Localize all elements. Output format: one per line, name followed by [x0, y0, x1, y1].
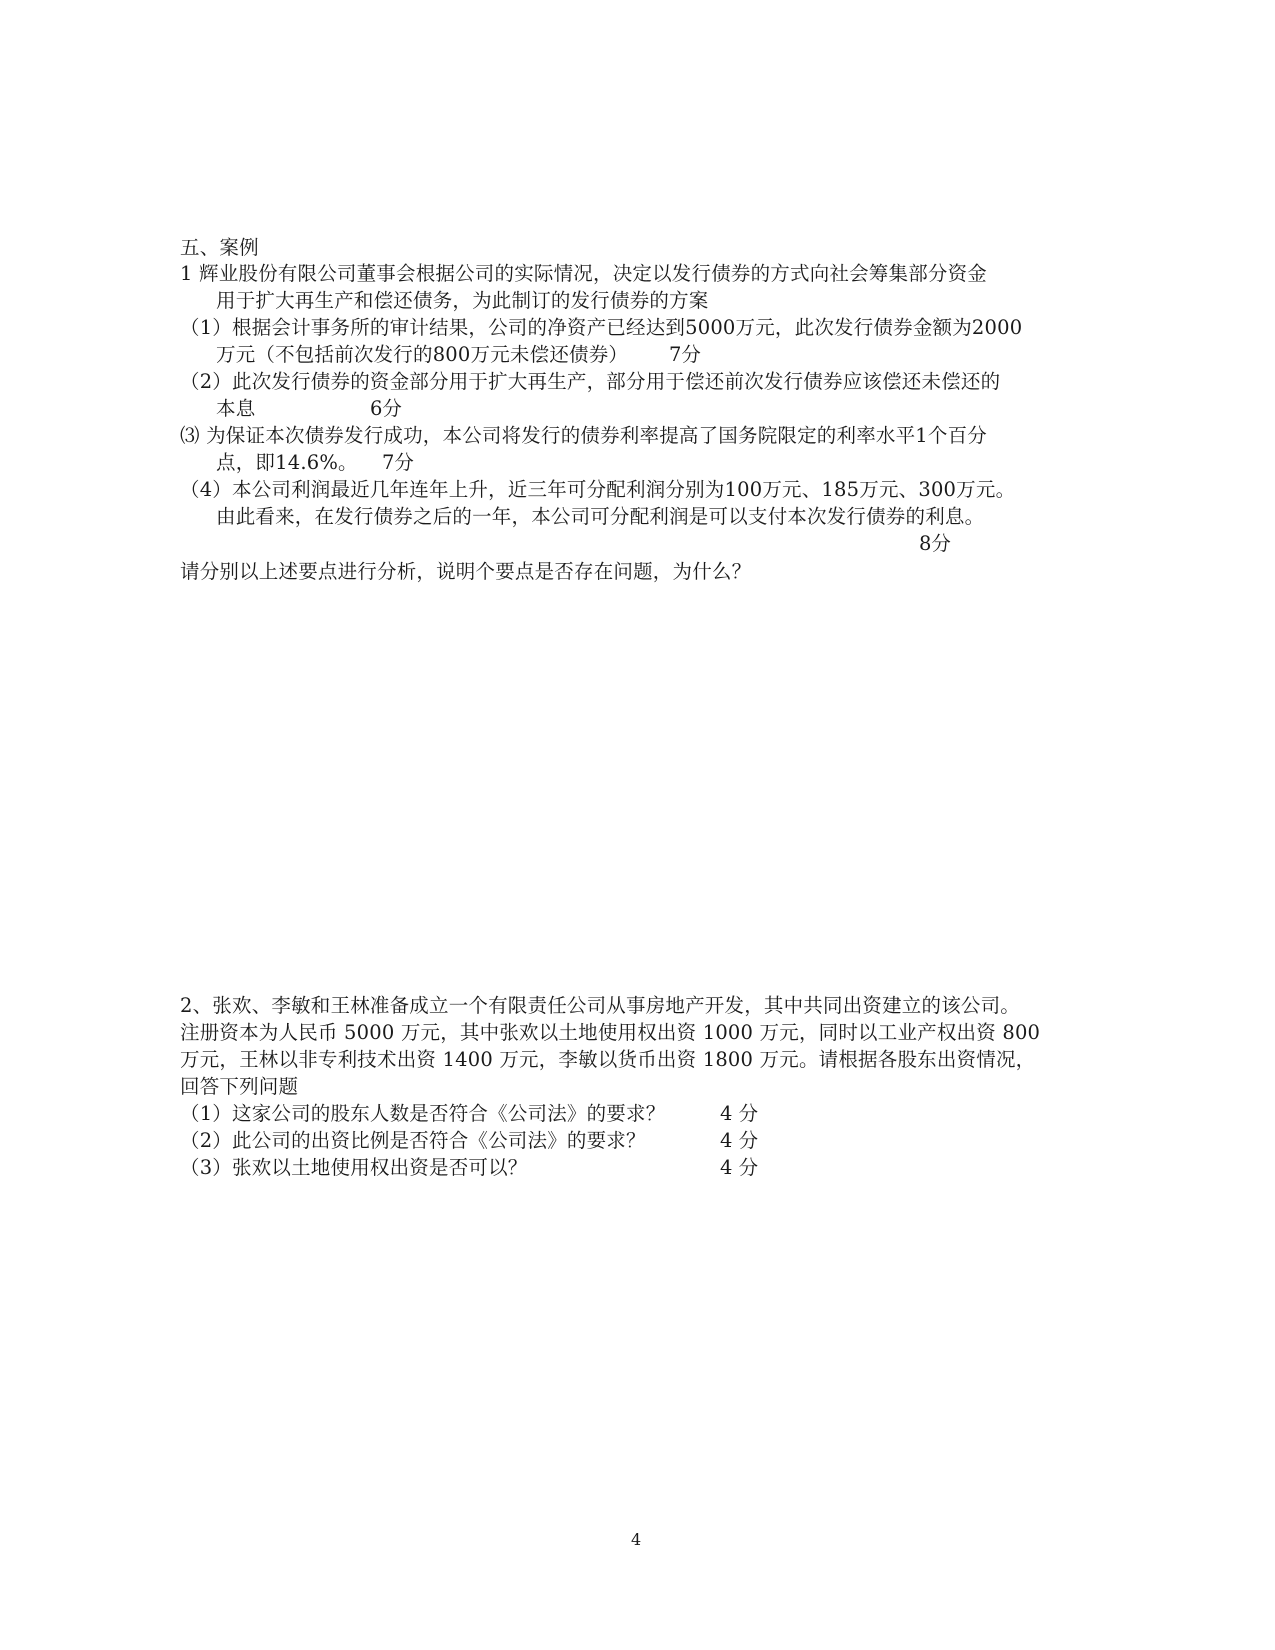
page-number: 4 — [631, 1530, 642, 1549]
case1-item3-line2: 点，即14.6%。 — [216, 451, 358, 474]
case2-question-2-points: 4 分 — [720, 1129, 759, 1152]
case1-item4-line1: （4）本公司利润最近几年连年上升，近三年可分配利润分别为100万元、185万元、300万元。 — [180, 478, 1016, 501]
section-heading: 五、案例 — [180, 236, 259, 259]
case1-question: 请分别以上述要点进行分析，说明个要点是否存在问题，为什么？ — [180, 560, 752, 583]
case2-question-3-points: 4 分 — [720, 1156, 759, 1179]
case1-item1-points: 7分 — [669, 343, 701, 366]
case2-intro-line1: 2、张欢、李敏和王林准备成立一个有限责任公司从事房地产开发，其中共同出资建立的该公司。 — [180, 994, 1021, 1017]
case1-item2-points: 6分 — [370, 397, 402, 420]
case2-question-2: （2）此公司的出资比例是否符合《公司法》的要求？ — [180, 1129, 646, 1152]
case2-intro-line4: 回答下列问题 — [180, 1075, 299, 1098]
case2-question-1: （1）这家公司的股东人数是否符合《公司法》的要求？ — [180, 1102, 666, 1125]
case1-item2-line2: 本息 — [216, 397, 256, 420]
case2-intro-line3: 万元，王林以非专利技术出资 1400 万元，李敏以货币出资 1800 万元。请根据各股东出资情况， — [180, 1048, 1036, 1071]
case1-item3-line1: ⑶ 为保证本次债券发行成功，本公司将发行的债券利率提高了国务院限定的利率水平1个百分 — [180, 424, 988, 447]
case2-intro-line2: 注册资本为人民币 5000 万元，其中张欢以土地使用权出资 1000 万元，同时以工业产权出资 800 — [180, 1021, 1041, 1044]
case1-item4-line2: 由此看来，在发行债券之后的一年，本公司可分配利润是可以支付本次发行债券的利息。 — [216, 505, 985, 528]
case1-item3-points: 7分 — [382, 451, 414, 474]
case1-item2-line1: （2）此次发行债券的资金部分用于扩大再生产，部分用于偿还前次发行债券应该偿还未偿还的 — [180, 370, 1001, 393]
case2-question-1-points: 4 分 — [720, 1102, 759, 1125]
case1-item4-points: 8分 — [919, 532, 951, 555]
case1-item1-line2: 万元（不包括前次发行的800万元未偿还债券） — [216, 343, 629, 366]
case2-question-3: （3）张欢以土地使用权出资是否可以？ — [180, 1156, 528, 1179]
case1-intro-line1: 1 辉业股份有限公司董事会根据公司的实际情况，决定以发行债券的方式向社会筹集部分资金 — [180, 262, 988, 285]
case1-item1-line1: （1）根据会计事务所的审计结果，公司的净资产已经达到5000万元，此次发行债券金额为2000 — [180, 316, 1023, 339]
case1-intro-line2: 用于扩大再生产和偿还债务，为此制订的发行债券的方案 — [216, 289, 709, 312]
